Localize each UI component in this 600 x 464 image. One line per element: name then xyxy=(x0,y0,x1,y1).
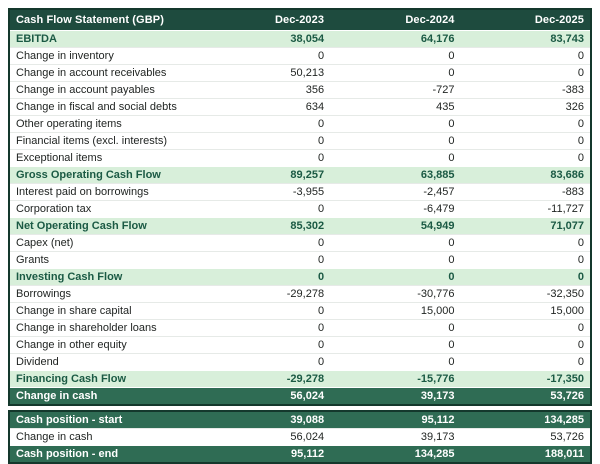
cell-value: 15,000 xyxy=(330,303,460,320)
row-label: Other operating items xyxy=(9,116,200,133)
table-row xyxy=(9,269,591,286)
cell-value: 0 xyxy=(461,48,591,65)
table-row xyxy=(9,303,591,320)
row-label: Change in share capital xyxy=(9,303,200,320)
row-label: Financial items (excl. interests) xyxy=(9,133,200,150)
row-label: Cash position - start xyxy=(9,411,200,429)
cell-value: -30,776 xyxy=(330,286,460,303)
table-row xyxy=(9,411,591,429)
cell-value: 0 xyxy=(200,354,330,371)
cell-value: 39,173 xyxy=(330,429,460,446)
table-row xyxy=(9,354,591,371)
row-label: Grants xyxy=(9,252,200,269)
row-label: Change in shareholder loans xyxy=(9,320,200,337)
cell-value: 326 xyxy=(461,99,591,116)
cell-value: 64,176 xyxy=(330,31,460,48)
row-label: Change in account payables xyxy=(9,82,200,99)
table-row xyxy=(9,184,591,201)
table-row xyxy=(9,150,591,167)
cell-value: 56,024 xyxy=(200,388,330,406)
cash-position-section-body xyxy=(9,411,591,463)
cell-value: 0 xyxy=(461,354,591,371)
cell-value: 0 xyxy=(461,269,591,286)
cell-value: 0 xyxy=(200,235,330,252)
cell-value: 85,302 xyxy=(200,218,330,235)
cell-value: 39,088 xyxy=(200,411,330,429)
row-label: Gross Operating Cash Flow xyxy=(9,167,200,184)
table-row xyxy=(9,218,591,235)
cell-value: -11,727 xyxy=(461,201,591,218)
cell-value: 83,686 xyxy=(461,167,591,184)
cell-value: 435 xyxy=(330,99,460,116)
cell-value: -2,457 xyxy=(330,184,460,201)
cell-value: 0 xyxy=(200,320,330,337)
table-row xyxy=(9,286,591,303)
row-label: Cash position - end xyxy=(9,446,200,464)
cell-value: 95,112 xyxy=(200,446,330,464)
cell-value: 0 xyxy=(330,48,460,65)
cell-value: 15,000 xyxy=(461,303,591,320)
cash-flow-statement xyxy=(8,8,592,464)
cell-value: 0 xyxy=(200,201,330,218)
cell-value: -32,350 xyxy=(461,286,591,303)
column-header-dec-2023: Dec-2023 xyxy=(200,9,330,31)
header-row xyxy=(9,9,591,31)
cell-value: 0 xyxy=(461,337,591,354)
cell-value: 0 xyxy=(330,150,460,167)
cell-value: 89,257 xyxy=(200,167,330,184)
cell-value: 53,726 xyxy=(461,429,591,446)
row-label: Change in inventory xyxy=(9,48,200,65)
cell-value: 50,213 xyxy=(200,65,330,82)
cell-value: -29,278 xyxy=(200,286,330,303)
cell-value: 134,285 xyxy=(461,411,591,429)
cell-value: 54,949 xyxy=(330,218,460,235)
table-row xyxy=(9,82,591,99)
row-label: Change in other equity xyxy=(9,337,200,354)
row-label: Investing Cash Flow xyxy=(9,269,200,286)
row-label: Financing Cash Flow xyxy=(9,371,200,388)
table-row xyxy=(9,235,591,252)
table-row xyxy=(9,252,591,269)
cell-value: 0 xyxy=(200,337,330,354)
cell-value: 0 xyxy=(200,48,330,65)
cell-value: 0 xyxy=(200,252,330,269)
cell-value: 356 xyxy=(200,82,330,99)
cell-value: 0 xyxy=(200,116,330,133)
table-row xyxy=(9,337,591,354)
table-row xyxy=(9,65,591,82)
cell-value: -3,955 xyxy=(200,184,330,201)
row-label: Change in cash xyxy=(9,429,200,446)
column-header-dec-2025: Dec-2025 xyxy=(461,9,591,31)
table-row xyxy=(9,371,591,388)
cell-value: 0 xyxy=(461,116,591,133)
cell-value: 0 xyxy=(330,252,460,269)
cell-value: -883 xyxy=(461,184,591,201)
row-label: Change in fiscal and social debts xyxy=(9,99,200,116)
cell-value: 0 xyxy=(461,65,591,82)
table-row xyxy=(9,133,591,150)
row-label: Net Operating Cash Flow xyxy=(9,218,200,235)
cell-value: 0 xyxy=(200,269,330,286)
cell-value: 53,726 xyxy=(461,388,591,406)
table-row xyxy=(9,388,591,406)
row-label: EBITDA xyxy=(9,31,200,48)
row-label: Change in cash xyxy=(9,388,200,406)
cell-value: 0 xyxy=(200,133,330,150)
cell-value: 38,054 xyxy=(200,31,330,48)
cell-value: 0 xyxy=(330,337,460,354)
cell-value: 0 xyxy=(330,116,460,133)
cell-value: 0 xyxy=(200,303,330,320)
row-label: Borrowings xyxy=(9,286,200,303)
cell-value: 63,885 xyxy=(330,167,460,184)
table-row xyxy=(9,99,591,116)
cell-value: 39,173 xyxy=(330,388,460,406)
cell-value: 0 xyxy=(461,320,591,337)
table-row xyxy=(9,429,591,446)
cell-value: 0 xyxy=(330,235,460,252)
cell-value: -6,479 xyxy=(330,201,460,218)
row-label: Exceptional items xyxy=(9,150,200,167)
cell-value: 83,743 xyxy=(461,31,591,48)
cell-value: 0 xyxy=(330,133,460,150)
cell-value: 0 xyxy=(461,133,591,150)
cell-value: 56,024 xyxy=(200,429,330,446)
cash-position-table xyxy=(8,410,592,464)
table-row xyxy=(9,116,591,133)
cell-value: 634 xyxy=(200,99,330,116)
table-row xyxy=(9,201,591,218)
row-label: Dividend xyxy=(9,354,200,371)
cell-value: 188,011 xyxy=(461,446,591,464)
cell-value: 0 xyxy=(330,269,460,286)
cell-value: 0 xyxy=(330,320,460,337)
table-row xyxy=(9,320,591,337)
cell-value: 0 xyxy=(330,65,460,82)
table-row xyxy=(9,31,591,48)
table-row xyxy=(9,167,591,184)
cell-value: 0 xyxy=(330,354,460,371)
table-row xyxy=(9,48,591,65)
cell-value: -17,350 xyxy=(461,371,591,388)
cell-value: 134,285 xyxy=(330,446,460,464)
cell-value: 71,077 xyxy=(461,218,591,235)
row-label: Capex (net) xyxy=(9,235,200,252)
row-label: Interest paid on borrowings xyxy=(9,184,200,201)
cell-value: -383 xyxy=(461,82,591,99)
cell-value: -15,776 xyxy=(330,371,460,388)
cash-flow-table xyxy=(8,8,592,406)
table-title: Cash Flow Statement (GBP) xyxy=(9,9,200,31)
cell-value: 0 xyxy=(200,150,330,167)
cell-value: 0 xyxy=(461,235,591,252)
main-section-body xyxy=(9,31,591,406)
column-header-dec-2024: Dec-2024 xyxy=(330,9,460,31)
cell-value: 0 xyxy=(461,150,591,167)
cell-value: 95,112 xyxy=(330,411,460,429)
cell-value: -727 xyxy=(330,82,460,99)
row-label: Corporation tax xyxy=(9,201,200,218)
cell-value: -29,278 xyxy=(200,371,330,388)
row-label: Change in account receivables xyxy=(9,65,200,82)
cell-value: 0 xyxy=(461,252,591,269)
table-row xyxy=(9,446,591,464)
